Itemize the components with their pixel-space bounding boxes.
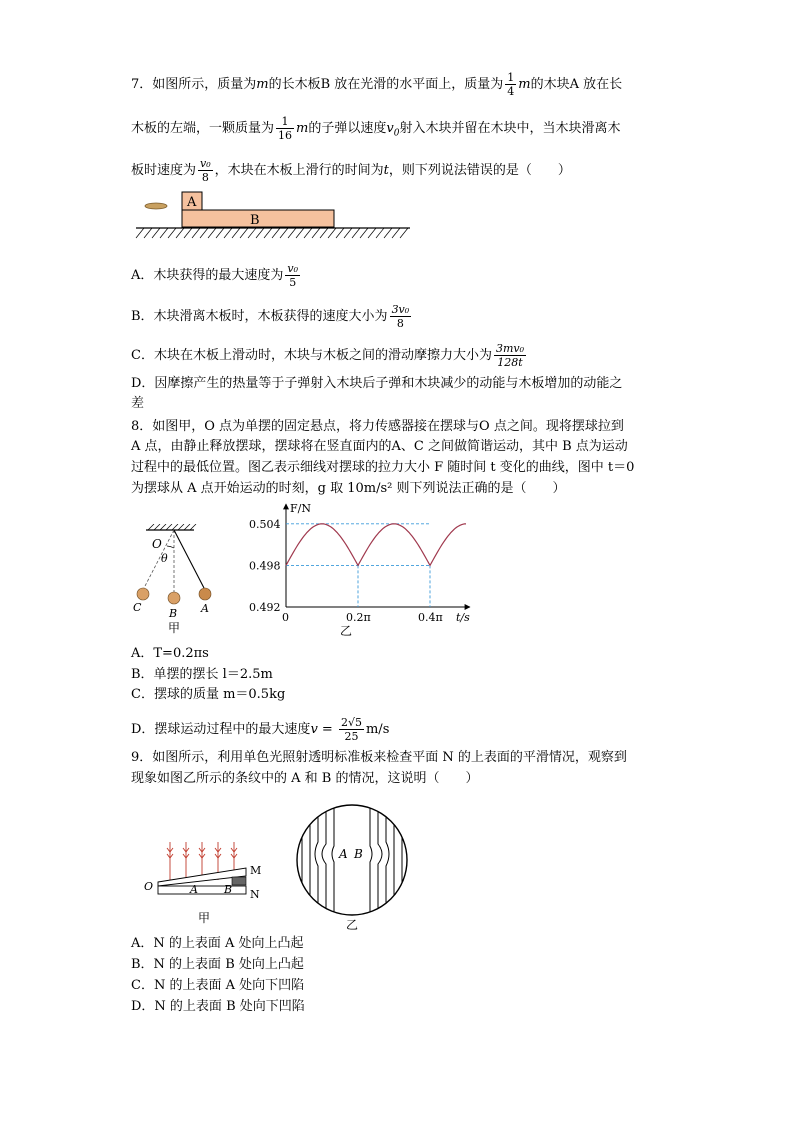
- figure-caption-jia: 甲: [198, 911, 211, 925]
- fringe-lines: [302, 802, 402, 922]
- fraction-one-sixteenth: $\frac{1}{16}$: [278, 115, 293, 142]
- q7-line-1: 7．如图所示，质量为m的长木板B 放在光滑的水平面上，质量为 $\frac{1}{4}$ m的木块A 放在长: [131, 71, 623, 98]
- q8-option-b: B．单摆的摆长 l＝2.5m: [131, 667, 273, 682]
- q7-option-b: B．木块滑离木板时，木板获得的速度大小为 $\frac{\text{3v₀}}{8}$: [131, 303, 410, 330]
- point-a-label: A: [201, 602, 209, 615]
- q7-option-a: A．木块获得的最大速度为 $\frac{\text{v₀}}{5}$: [131, 262, 299, 289]
- q8-line-2: A 点，由静止释放摆球，摆球将在竖直面内的A、C 之间做简谐运动，其中 B 点为运动: [131, 439, 628, 454]
- figure-caption-yi: 乙: [346, 918, 359, 932]
- fraction-one-quarter: $\frac{1}{4}$: [507, 71, 515, 98]
- q8-line-3: 过程中的最低位置。图乙表示细线对摆球的拉力大小 F 随时间 t 变化的曲线，图中 t＝0: [131, 460, 635, 475]
- point-c-label: C: [133, 601, 142, 614]
- plane-n: [158, 886, 246, 894]
- q7-option-d-line-1: D．因摩擦产生的热量等于子弹射入木块后子弹和木块减少的动能与木板增加的动能之: [131, 376, 623, 391]
- ball-b: [168, 592, 180, 604]
- spacer-block: [232, 877, 246, 885]
- q9-figure-fringes: [284, 802, 420, 932]
- q8-figure-pendulum: [128, 524, 228, 636]
- theta-label: θ: [161, 552, 168, 565]
- bullet-icon: [145, 203, 167, 209]
- y-tick-label-3: 0.492: [249, 601, 281, 614]
- q7-figure-bullet-block-board: [130, 188, 415, 244]
- q7-option-c: C．木块在木板上滑动时，木块与木板之间的滑动摩擦力大小为 $\frac{\text{3mv₀}}{128t}$: [131, 342, 525, 369]
- x-tick-label-2: 0.4π: [418, 611, 443, 624]
- force-curve-line: [286, 524, 466, 566]
- point-b-label: B: [169, 607, 178, 620]
- point-o-label: O: [152, 537, 162, 551]
- x-axis-label: t/s: [456, 611, 470, 624]
- q8-line-1: 8．如图甲，O 点为单摆的固定悬点，将力传感器接在摆球与O 点之间。现将摆球拉到: [131, 419, 624, 434]
- figure-caption-jia: 甲: [168, 621, 181, 635]
- q9-figure-wedge: [138, 838, 278, 928]
- ground-hatch: [136, 228, 408, 238]
- q9-line-2: 现象如图乙所示的条纹中的 A 和 B 的情况，这说明（ ）: [131, 771, 479, 786]
- y-tick-label-2: 0.498: [249, 559, 281, 573]
- q8-option-c: C．摆球的质量 m＝0.5kg: [131, 687, 286, 702]
- q9-option-a: A．N 的上表面 A 处向上凸起: [131, 936, 304, 951]
- x-tick-label-1: 0.2π: [346, 611, 371, 624]
- figure-caption-yi: 乙: [340, 624, 353, 638]
- q9-line-1: 9．如图所示，利用单色光照射透明标准板来检查平面 N 的上表面的平滑情况，观察到: [131, 750, 627, 765]
- q9-option-d: D．N 的上表面 B 处向下凹陷: [131, 999, 305, 1014]
- label-o: O: [144, 880, 154, 893]
- q8-option-a: A．T=0.2πs: [131, 646, 209, 661]
- ball-a: [199, 588, 211, 600]
- q7-option-d-line-2: 差: [131, 396, 145, 411]
- label-n: N: [250, 888, 260, 901]
- field-circle: [297, 805, 407, 915]
- fringe-label-a: A: [339, 847, 348, 861]
- q7-line-3: 板时速度为 $\frac{\text{v₀}}{8}$ ，木块在木板上滑行的时间为t，则下列说法错误的是（ ）: [131, 157, 571, 184]
- y-tick-label-1: 0.504: [249, 517, 281, 531]
- y-axis-label: F/N: [290, 502, 311, 515]
- fringe-label-b: B: [354, 847, 363, 861]
- block-a-label: A: [187, 195, 197, 210]
- ball-c: [137, 588, 149, 600]
- q9-option-c: C．N 的上表面 A 处向下凹陷: [131, 978, 305, 993]
- fraction-v0-over-8: $\frac{\text{v₀}}{8}$: [200, 157, 211, 184]
- pendulum-string: [174, 530, 204, 588]
- origin-label: 0: [282, 611, 289, 624]
- ceiling-hatch: [148, 524, 196, 530]
- q8-option-d: D．摆球运动过程中的最大速度v = $\frac{2√5}{25}$ m/s: [131, 716, 390, 743]
- label-a: A: [190, 883, 198, 896]
- label-m: M: [250, 864, 262, 877]
- q8-line-4: 为摆球从 A 点开始运动的时刻，g 取 10m/s² 则下列说法正确的是（ ）: [131, 481, 566, 496]
- label-b: B: [224, 883, 233, 896]
- board-b-label: B: [250, 213, 260, 228]
- q7-line-2: 木板的左端，一颗质量为 $\frac{1}{16}$ m的子弹以速度$v_0$射入木块并留在木块中，当木块滑离木: [131, 115, 621, 142]
- theta-arc: [167, 546, 174, 548]
- q9-option-b: B．N 的上表面 B 处向上凸起: [131, 957, 304, 972]
- q8-chart-force-time: [240, 500, 480, 640]
